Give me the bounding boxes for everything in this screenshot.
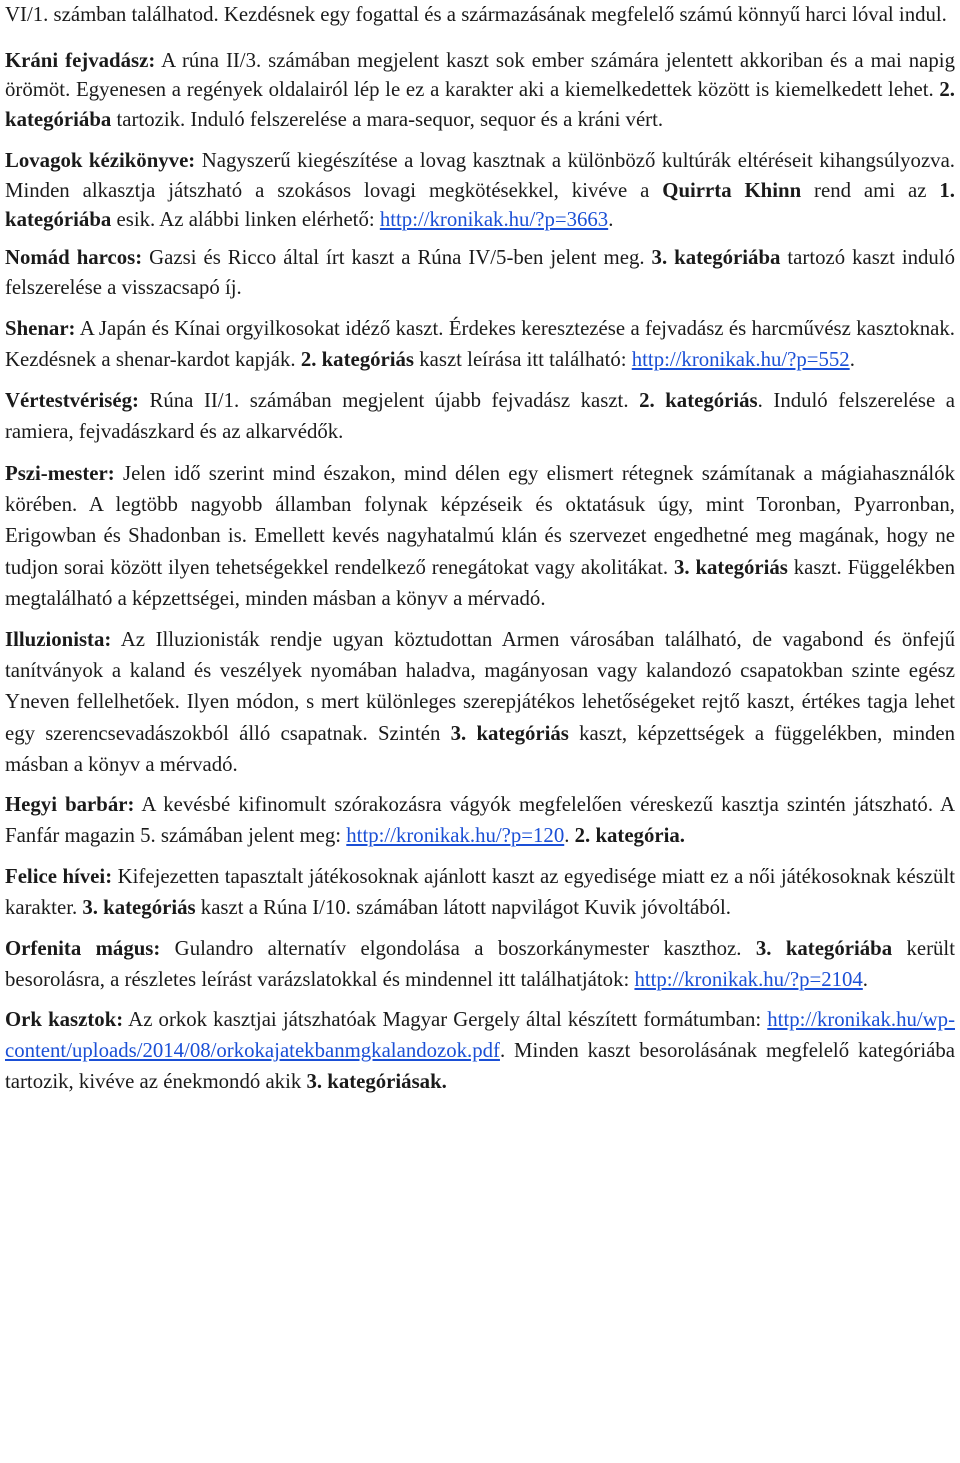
bold-term: Orfenita mágus: xyxy=(5,936,161,960)
paragraph-felice-hivei xyxy=(5,862,955,924)
external-link[interactable]: http://kronikak.hu/?p=120 xyxy=(346,823,565,847)
bold-term: 3. kategóriába xyxy=(651,245,781,269)
body-text: tartozó kaszt induló felszerelése a visszacsapó íj. xyxy=(5,245,955,300)
body-text: kaszt, képzettségek a függelékben, minden másban a könyv a mérvadó. xyxy=(5,721,956,776)
bold-term: 3. kategóriás xyxy=(450,721,569,745)
bold-term: Quirrta Khinn xyxy=(662,178,802,202)
paragraph-shenar xyxy=(5,314,955,376)
external-link[interactable]: http://kronikak.hu/?p=3663 xyxy=(379,208,609,231)
paragraph-hegyi-barbar xyxy=(5,790,955,852)
bold-term: Nomád harcos: xyxy=(5,245,143,269)
bold-term: Hegyi barbár: xyxy=(5,792,135,816)
body-text: kaszt leírása itt található: xyxy=(414,348,632,372)
body-text: . xyxy=(849,348,855,372)
paragraph-pszi-mester xyxy=(5,458,955,614)
body-text: Kifejezetten tapasztalt játékosoknak ajánlott kaszt az egyedisége miatt ez a női játékosoknak készült karakter. xyxy=(5,864,955,919)
body-text: . xyxy=(862,967,868,991)
body-text: Gulandro alternatív elgondolása a boszorkánymester kaszthoz. xyxy=(160,936,756,960)
paragraph-vertestveriseg xyxy=(5,386,955,448)
body-text: A Japán és Kínai orgyilkosokat idéző kaszt. Érdekes keresztezése a fejvadász és harcművész kasztoknak. Kezdésnek a shenar-kardot kapják. xyxy=(5,317,955,372)
body-text: Gazsi és Ricco által írt kaszt a Rúna IV/5-ben jelent meg. xyxy=(142,245,652,269)
body-text: kaszt. Függelékben megtalálható a képzettségei, minden másban a könyv a mérvadó. xyxy=(5,555,955,610)
external-link[interactable]: http://kronikak.hu/?p=552 xyxy=(631,348,850,372)
paragraph-lovag-tail xyxy=(5,0,955,30)
paragraph-illuzionista xyxy=(5,624,955,780)
bold-term: 3. kategóriás xyxy=(674,555,788,579)
paragraph-ork-kasztok xyxy=(5,1005,955,1098)
body-text: tartozik. Induló felszerelése a mara-sequor, sequor és a kráni vért. xyxy=(111,107,664,131)
bold-term: Lovagok kézikönyve: xyxy=(5,149,196,172)
bold-term: 3. kategóriába xyxy=(755,936,893,960)
body-text: Az orkok kasztjai játszhatóak Magyar Gergely által készített formátumban: xyxy=(123,1008,768,1032)
bold-term: Shenar: xyxy=(5,317,76,341)
paragraph-krani-fejvadasz xyxy=(5,46,955,135)
body-text: került besorolásra, a részletes leírást varázslatokkal és mindennel itt találhatjátok: xyxy=(5,936,955,991)
paragraph-nomad-harcos xyxy=(5,243,955,305)
external-link[interactable]: http://kronikak.hu/?p=2104 xyxy=(634,967,863,991)
body-text: A kevésbé kifinomult szórakozásra vágyók megfelelően véreskezű kasztja szintén játszható. A Fanfár magazin 5. számában jelent meg: xyxy=(5,792,955,847)
body-text: A rúna II/3. számában megjelent kaszt sok ember számára jelentett akkoriban és a mai napig örömöt. Egyenesen a regények oldalairól lép le ez a karakter aki a kiemelkedettek között is kiemelkedett lehet. xyxy=(5,48,955,101)
body-text: Jelen idő szerint mind északon, mind délen egy elismert rétegnek számítanak a mágiahasználók körében. A legtöbb nagyobb államban folynak képzéseik és oktatásuk úgy, mint Toronban, Pyarronban, Erigowban és Shadonban is. Emellett kevés nagyhatalmú klán és szervezet engedhetné meg magának, hogy ne tudjon sorai között ilyen tehetségekkel rendelkező renegátokat vagy akolitákat. xyxy=(5,461,955,579)
bold-term: Illuzionista: xyxy=(5,627,112,651)
bold-term: 2. kategóriába xyxy=(5,78,955,131)
bold-term: Kráni fejvadász: xyxy=(5,48,156,72)
body-text: rend ami az xyxy=(801,178,940,202)
bold-term: 2. kategória. xyxy=(574,823,685,847)
bold-term: 1. kategóriába xyxy=(5,178,955,231)
body-text: . xyxy=(564,823,575,847)
bold-term: Ork kasztok: xyxy=(5,1008,124,1032)
body-text: esik. Az alábbi linken elérhető: xyxy=(111,208,380,231)
body-text: Rúna II/1. számában megjelent újabb fejvadász kaszt. xyxy=(138,389,640,413)
body-text: Nagyszerű kiegészítése a lovag kasztnak a különböző kultúrák eltéréseit kihangsúlyozva. Minden alkasztja játszható a szokásos lovagi megkötésekkel, kivéve a xyxy=(5,149,956,202)
body-text: . Induló felszerelése a ramiera, fejvadászkard és az alkarvédők. xyxy=(5,389,955,444)
bold-term: 2. kategóriás xyxy=(639,389,758,413)
bold-term: 3. kategóriás xyxy=(82,895,196,919)
bold-term: 3. kategóriásak. xyxy=(306,1070,447,1094)
paragraph-orfenita-magus xyxy=(5,934,955,996)
external-link[interactable]: http://kronikak.hu/wp-content/uploads/2014/08/orkokajatekbanmgkalandozok.pdf xyxy=(5,1008,955,1063)
body-text: . Minden kaszt besorolásának megfelelő kategóriába tartozik, kivéve az énekmondó akik xyxy=(5,1039,955,1094)
bold-term: Pszi-mester: xyxy=(5,461,115,485)
bold-term: Vértestvériség: xyxy=(5,389,139,413)
body-text: . xyxy=(608,208,614,231)
body-text: Az Illuzionisták rendje ugyan köztudottan Armen városában található, de vagabond és önfejű tanítványok a kaland és veszélyek nyomában haladva, magányosan vagy kalandozó csapatokban szinte egész Yneven fellelhetőek. Ilyen módon, s mert különleges szerepjátékos lehetőségeket rejtő kaszt, értékes tagja lehet egy szerencsevadászokból álló csapatnak. Szintén xyxy=(5,627,955,745)
paragraph-lovagok-kezikonyve xyxy=(5,146,955,235)
body-text: kaszt a Rúna I/10. számában látott napvilágot Kuvik jóvoltából. xyxy=(195,895,731,919)
bold-term: Felice hívei: xyxy=(5,864,113,888)
bold-term: 2. kategóriás xyxy=(300,348,415,372)
body-text: VI/1. számban találhatod. Kezdésnek egy fogattal és a származásának megfelelő számú könnyű harci lóval indul. xyxy=(5,3,947,26)
